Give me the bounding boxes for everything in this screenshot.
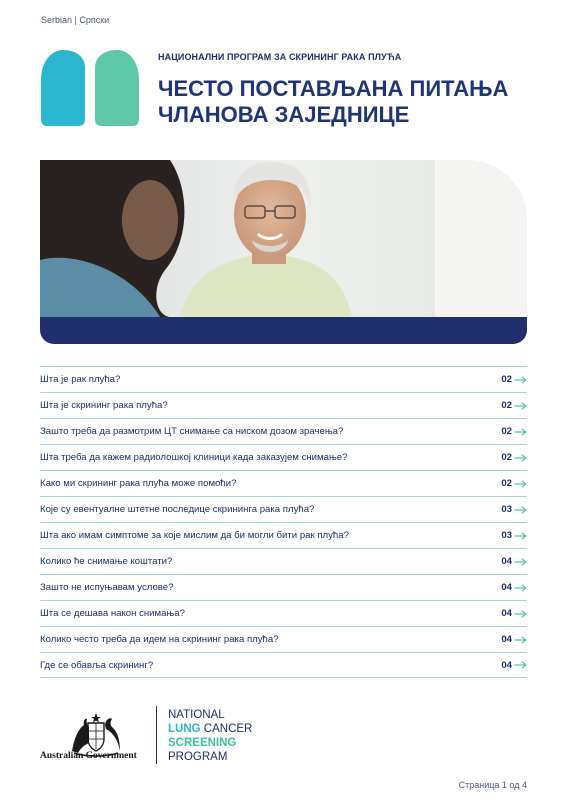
toc-row[interactable] bbox=[40, 470, 527, 496]
toc-page bbox=[501, 504, 527, 515]
toc-row[interactable] bbox=[40, 574, 527, 600]
toc-question: Зашто треба да размотрим ЦТ снимање са ниском дозом зрачења? bbox=[40, 426, 344, 437]
toc-page bbox=[501, 530, 527, 541]
toc-question: Где се обавља скрининг? bbox=[40, 659, 154, 671]
page-title: ЧЕСТО ПОСТАВЉАНА ПИТАЊА ЧЛАНОВА ЗАЈЕДНИЦЕ bbox=[158, 76, 509, 127]
toc-page-number: 04 bbox=[501, 659, 512, 671]
logo-word-lung: LUNG bbox=[168, 723, 201, 735]
logo-line-national: NATIONAL bbox=[168, 709, 225, 721]
toc-page-number: 02 bbox=[501, 452, 512, 463]
toc-page-number: 04 bbox=[501, 556, 512, 567]
table-of-contents bbox=[40, 366, 527, 678]
toc-page bbox=[501, 634, 527, 645]
toc-question: Колико ће снимање коштати? bbox=[40, 556, 173, 567]
logo-word-cancer: CANCER bbox=[203, 723, 253, 735]
toc-question: Како ми скрининг рака плућа може помоћи? bbox=[40, 478, 237, 489]
arrow-right-icon bbox=[514, 532, 527, 540]
toc-row[interactable] bbox=[40, 392, 527, 418]
hero-photo bbox=[40, 160, 527, 344]
toc-page bbox=[501, 660, 527, 671]
toc-row[interactable] bbox=[40, 418, 527, 444]
arrow-right-icon bbox=[514, 480, 527, 488]
toc-page bbox=[501, 374, 527, 385]
page-number: Страница 1 од 4 bbox=[458, 780, 527, 790]
toc-question: Колико често треба да идем на скрининг рака плућа? bbox=[40, 634, 279, 645]
toc-page-number: 03 bbox=[501, 504, 512, 515]
logo-line-lung-cancer bbox=[168, 722, 252, 736]
toc-page-number: 02 bbox=[501, 426, 512, 437]
toc-page bbox=[501, 478, 527, 489]
toc-page bbox=[501, 426, 527, 437]
arrow-right-icon bbox=[514, 428, 527, 436]
toc-page bbox=[501, 608, 527, 619]
toc-question: Шта ако имам симптоме за које мислим да би могли бити рак плућа? bbox=[40, 530, 349, 541]
toc-page bbox=[501, 556, 527, 567]
language-label: Serbian | Српски bbox=[41, 15, 110, 25]
toc-row[interactable] bbox=[40, 600, 527, 626]
lungs-logo-icon bbox=[41, 50, 139, 126]
toc-page bbox=[501, 582, 527, 593]
logo-line-program: PROGRAM bbox=[168, 751, 228, 763]
arrow-right-icon bbox=[514, 558, 527, 566]
arrow-right-icon bbox=[514, 506, 527, 514]
arrow-right-icon bbox=[514, 376, 527, 384]
toc-row[interactable] bbox=[40, 652, 527, 678]
toc-page-number: 04 bbox=[501, 634, 512, 645]
nlcsp-logo bbox=[168, 708, 252, 764]
logo-line-screening: SCREENING bbox=[168, 737, 237, 749]
toc-question: Шта треба да кажем радиолошкој клиници када заказујем снимање? bbox=[40, 452, 348, 463]
toc-row[interactable] bbox=[40, 444, 527, 470]
toc-row[interactable] bbox=[40, 626, 527, 652]
toc-row[interactable] bbox=[40, 496, 527, 522]
toc-question: Које су евентуалне штетне последице скрининга рака плућа? bbox=[40, 504, 315, 515]
toc-page-number: 04 bbox=[501, 582, 512, 593]
toc-row[interactable] bbox=[40, 366, 527, 392]
arrow-right-icon bbox=[514, 610, 527, 618]
toc-question: Шта се дешава након снимања? bbox=[40, 608, 185, 619]
footer-divider bbox=[156, 706, 157, 764]
toc-question: Шта је рак плућа? bbox=[40, 374, 121, 385]
toc-page bbox=[501, 400, 527, 411]
arrow-right-icon bbox=[514, 636, 527, 644]
toc-row[interactable] bbox=[40, 522, 527, 548]
toc-question: Шта је скрининг рака плућа? bbox=[40, 400, 168, 411]
arrow-right-icon bbox=[514, 454, 527, 462]
toc-question: Зашто не испуњавам услове? bbox=[40, 582, 174, 593]
arrow-right-icon bbox=[514, 661, 527, 669]
toc-page-number: 02 bbox=[501, 374, 512, 385]
government-label: Australian Government bbox=[40, 751, 137, 761]
toc-page-number: 03 bbox=[501, 530, 512, 541]
hero-band bbox=[40, 317, 527, 344]
toc-page-number: 04 bbox=[501, 608, 512, 619]
toc-page-number: 02 bbox=[501, 478, 512, 489]
arrow-right-icon bbox=[514, 402, 527, 410]
toc-page-number: 02 bbox=[501, 400, 512, 411]
toc-row[interactable] bbox=[40, 548, 527, 574]
arrow-right-icon bbox=[514, 584, 527, 592]
program-name: НАЦИОНАЛНИ ПРОГРАМ ЗА СКРИНИНГ РАКА ПЛУЋА bbox=[158, 52, 402, 62]
toc-page bbox=[501, 452, 527, 463]
